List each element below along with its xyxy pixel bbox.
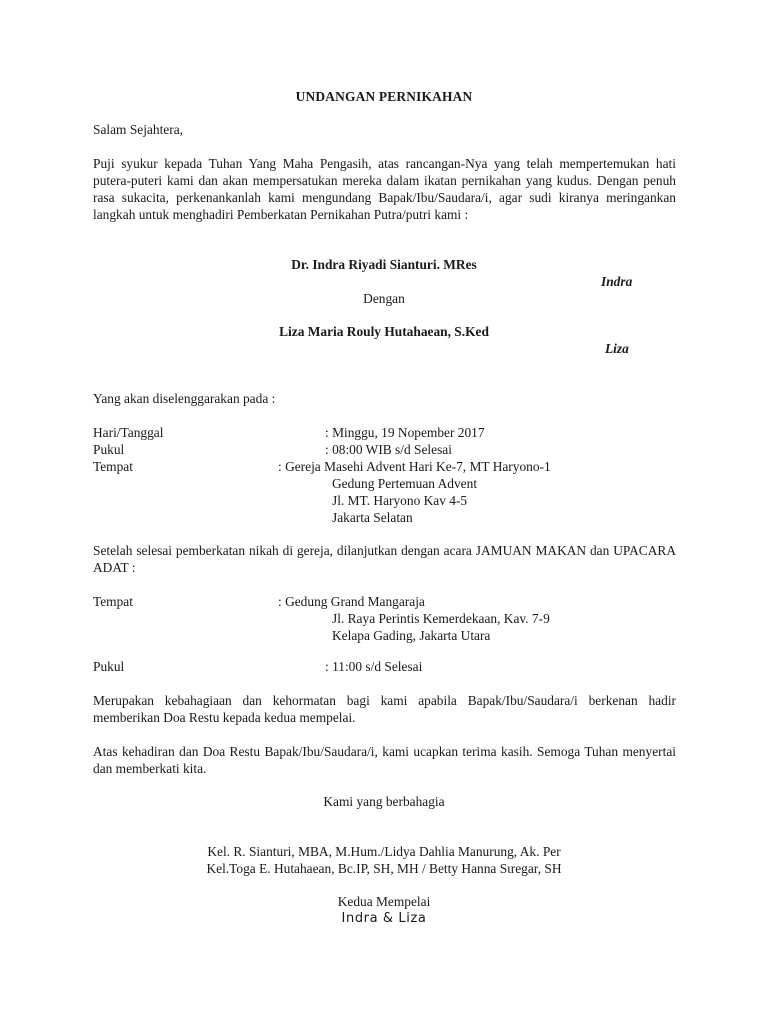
ceremony-place-label: Tempat	[93, 459, 133, 474]
ceremony-place-line2: Gedung Pertemuan Advent	[332, 476, 478, 491]
reception-intro: Setelah selesai pemberkatan nikah di gereja, dilanjutkan dengan acara JAMUAN MAKAN dan UPACARA ADAT :	[93, 543, 676, 575]
thanks-paragraph: Atas kehadiran dan Doa Restu Bapak/Ibu/Saudara/i, kami ucapkan terima kasih. Semoga Tuhan menyertai dan memberkati kita.	[93, 744, 676, 776]
ceremony-place-line3: Jl. MT. Haryono Kav 4-5	[332, 493, 468, 508]
groom-full-name: Dr. Indra Riyadi Sianturi. MRes	[291, 257, 477, 272]
reception-place-label: Tempat	[93, 594, 133, 609]
invitation-title: UNDANGAN PERNIKAHAN	[295, 89, 473, 104]
family-line-1: Kel. R. Sianturi, MBA, M.Hum./Lidya Dahlia Manurung, Ak. Per	[207, 844, 561, 859]
schedule-intro: Yang akan diselenggarakan pada :	[93, 391, 276, 406]
closing-text: Kami yang berbahagia	[323, 794, 445, 809]
connector-text: Dengan	[363, 291, 405, 306]
ceremony-time-label: Pukul	[93, 442, 125, 457]
reception-time-value: : 11:00 s/d Selesai	[325, 659, 423, 674]
couple-names: Indra & Liza	[341, 911, 427, 926]
bride-nickname: Liza	[605, 341, 629, 356]
reception-place-line3: Kelapa Gading, Jakarta Utara	[332, 628, 491, 643]
intro-paragraph: Puji syukur kepada Tuhan Yang Maha Pengasih, atas rancangan-Nya yang telah mempertemukan hati putera-puteri kami dan akan mempersatukan mereka dalam ikatan pernikahan yang kudus. Dengan penuh rasa sukacita, perkenankanlah kami mengundang Bapak/Ibu/Saudara/i, agar sudi kiranya meringankan langkah untuk menghadiri Pemberkatan Pernikahan Putra/putri kami :	[93, 156, 676, 222]
greeting: Salam Sejahtera,	[93, 122, 183, 137]
couple-label: Kedua Mempelai	[337, 894, 431, 909]
ceremony-place-line4: Jakarta Selatan	[332, 510, 413, 525]
ceremony-time-value: : 08:00 WIB s/d Selesai	[325, 442, 452, 457]
ceremony-place-line1: : Gereja Masehi Advent Hari Ke-7, MT Haryono-1	[278, 459, 551, 474]
ceremony-date-value: : Minggu, 19 Nopember 2017	[325, 425, 485, 440]
groom-nickname: Indra	[601, 274, 633, 289]
bride-full-name: Liza Maria Rouly Hutahaean, S.Ked	[279, 324, 489, 339]
ceremony-date-label: Hari/Tanggal	[93, 425, 164, 440]
honor-paragraph: Merupakan kebahagiaan dan kehormatan bagi kami apabila Bapak/Ibu/Saudara/i berkenan hadir memberikan Doa Restu kepada kedua mempelai.	[93, 693, 676, 725]
family-line-2: Kel.Toga E. Hutahaean, Bc.IP, SH, MH / Betty Hanna Sιregar, SH	[206, 861, 562, 876]
reception-time-label: Pukul	[93, 659, 125, 674]
reception-place-line2: Jl. Raya Perintis Kemerdekaan, Kav. 7-9	[332, 611, 550, 626]
reception-place-line1: : Gedung Grand Mangaraja	[278, 594, 425, 609]
